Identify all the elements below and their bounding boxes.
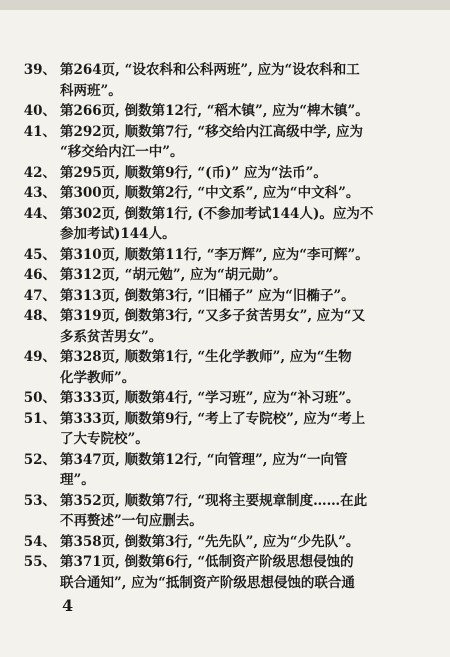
entry-text: 第310页, 顺数第11行, “李万辉”, 应为“李可辉”。 xyxy=(60,246,369,263)
errata-entry xyxy=(18,183,428,204)
errata-entry xyxy=(18,101,428,122)
entry-text: 第352页, 顺数第7行, “现将主要规章制度……在此 不再赘述”一句应删去。 xyxy=(60,492,368,529)
errata-entry xyxy=(18,122,428,163)
entry-number: 46、 xyxy=(23,267,56,283)
entry-number: 54、 xyxy=(23,533,56,550)
errata-entry xyxy=(18,286,428,307)
entry-text: 第302页, 倒数第1行, (不参加考试144人)。应为不 参加考试)144人。 xyxy=(60,205,374,242)
entry-number: 55、 xyxy=(23,554,56,570)
entry-text: 第292页, 顺数第7行, “移交给内江高级中学, 应为 “移交给内江一中”。 xyxy=(60,123,364,160)
errata-entry xyxy=(18,245,428,266)
entry-text: 第266页, 倒数第12行, “稻木镇”, 应为“椑木镇”。 xyxy=(60,103,369,119)
errata-entry xyxy=(18,491,428,532)
entry-number: 49、 xyxy=(23,349,56,365)
entry-text: 第319页, 倒数第3行, “又多子贫苦男女”, 应为“又 多系贫苦男女”。 xyxy=(60,308,366,345)
errata-list xyxy=(18,60,428,593)
entry-text: 第347页, 顺数第12行, “向管理”, 应为“一向管 理”。 xyxy=(60,451,348,488)
errata-entry xyxy=(18,388,428,409)
entry-number: 53、 xyxy=(23,492,56,509)
entry-number: 39、 xyxy=(23,62,56,78)
entry-number: 43、 xyxy=(23,185,56,201)
entry-number: 52、 xyxy=(23,451,56,468)
entry-text: 第312页, “胡元勉”, 应为“胡元勋”。 xyxy=(60,267,287,283)
entry-number: 45、 xyxy=(23,246,56,263)
entry-text: 第358页, 倒数第3行, “先先队”, 应为“少先队”。 xyxy=(60,533,360,550)
errata-entry xyxy=(18,204,428,245)
entry-number: 41、 xyxy=(23,123,56,140)
errata-entry xyxy=(18,347,428,388)
entry-number: 51、 xyxy=(23,410,56,427)
entry-text: 第371页, 倒数第6行, “低制资产阶级思想侵蚀的 联合通知”, 应为“抵制资产阶级思想侵蚀的联合通 xyxy=(60,554,355,591)
page-number: 4 xyxy=(62,596,74,615)
entry-text: 第264页, “设农科和公科两班”, 应为“设农科和工 科两班”。 xyxy=(60,62,360,99)
errata-entry xyxy=(18,60,428,101)
errata-entry xyxy=(18,265,428,286)
entry-number: 44、 xyxy=(23,205,56,222)
entry-number: 42、 xyxy=(23,164,56,181)
entry-text: 第300页, 顺数第2行, “中文系”, 应为“中文科”。 xyxy=(60,185,360,201)
page-top-edge xyxy=(0,0,450,10)
errata-entry xyxy=(18,450,428,491)
errata-entry xyxy=(18,552,428,593)
entry-number: 50、 xyxy=(23,390,56,406)
errata-entry xyxy=(18,163,428,184)
errata-entry xyxy=(18,409,428,450)
entry-number: 48、 xyxy=(23,308,56,324)
errata-entry xyxy=(18,306,428,347)
entry-text: 第295页, 顺数第9行, “(币)” 应为“法币”。 xyxy=(60,164,327,181)
entry-text: 第333页, 顺数第4行, “学习班”, 应为“补习班”。 xyxy=(60,390,360,406)
entry-text: 第313页, 倒数第3行, “旧桶子” 应为“旧椭子”。 xyxy=(60,287,355,304)
entry-text: 第328页, 顺数第1行, “生化学教师”, 应为“生物 化学教师”。 xyxy=(60,349,352,386)
entry-text: 第333页, 顺数第9行, “考上了专院校”, 应为“考上 了大专院校”。 xyxy=(60,410,366,447)
entry-number: 40、 xyxy=(23,103,56,119)
errata-entry xyxy=(18,532,428,553)
entry-number: 47、 xyxy=(23,287,56,304)
